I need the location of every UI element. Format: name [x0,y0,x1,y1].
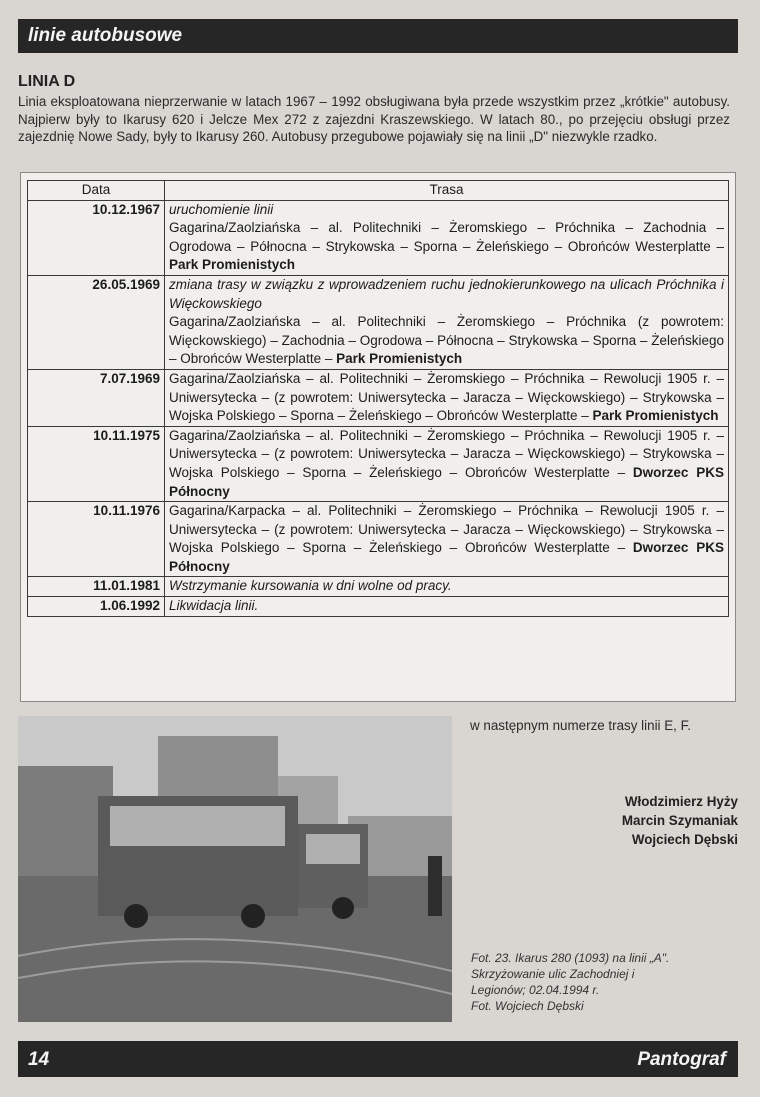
table-row [28,369,729,426]
row-route-text: Gagarina/Karpacka – al. Politechniki – Żeromskiego – Próchnika – Rewolucji 1905 r. – Uniwersytecka – (z powrotem: Uniwersytecka – Jaracza – Więckowskiego) – Strykowska – Wojska Polskiego – Sporna – Żeleńskiego – Obrońców Westerplatte – [169,503,724,556]
row-route-text: Gagarina/Zaolziańska – al. Politechniki – Żeromskiego – Próchnika – Rewolucji 1905 r. – Uniwersytecka – (z powrotem: Uniwersytecka – Jaracza – Więckowskiego) – Strykowska – Wojska Polskiego – Sporna – Żeleńskiego – Obrońców Westerplatte – [169,427,724,480]
author-name: Wojciech Dębski [631,832,738,847]
author-name: Włodzimierz Hyży [624,794,738,809]
footer-bar [18,1041,738,1077]
caption-line: Legionów; 02.04.1994 r. [471,983,600,997]
table-row [28,577,729,597]
row-note: Wstrzymanie kursowania w dni wolne od pracy. [169,578,452,594]
row-note: uruchomienie linii [169,201,274,217]
section-title-label: linie autobusowe [28,25,183,46]
row-route-cell [165,200,729,275]
article-intro: Linia eksploatowana nieprzerwanie w latach 1967 – 1992 obsługiwana była przede wszystkim przez „krótkie" autobusy. Najpierw były to Ikarusy 620 i Jelcze Mex 272 z zajezdni Kraszewskiego. W latach 80., po przejęciu obsługi przez zajezdnię Nowe Sady, były to Ikarusy 260. Autobusy przegubowe pojawiały się na linii „D" niezwykle rzadko. [18,94,730,144]
row-terminus: Dworzec PKS Północny [169,464,724,499]
route-column-header: Trasa [165,181,729,201]
row-route-text: Gagarina/Zaolziańska – al. Politechniki – Żeromskiego – Próchnika – Rewolucji 1905 r. – Uniwersytecka – (z powrotem: Uniwersytecka – Jaracza – Więckowskiego) – Strykowska – Wojska Polskiego – Sporna – Żeleńskiego – Obrońców Westerplatte – [169,370,724,424]
caption-line: Skrzyżowanie ulic Zachodniej i [471,967,635,981]
row-route [169,370,724,426]
photo-caption [471,950,736,1014]
row-date: 7.07.1969 [28,369,165,426]
row-terminus: Park Promienistych [169,257,296,273]
bus-photo-illustration [18,716,452,1022]
row-route-text: Gagarina/Zaolziańska – al. Politechniki – Żeromskiego – Próchnika (z powrotem: Więckowskiego) – Zachodnia – Ogrodowa – Północna – Strykowska – Sporna – Żeleńskiego – Obrońców Westerplatte – [169,314,724,367]
row-date: 10.11.1976 [28,502,165,577]
row-route-cell [165,597,729,617]
bus-wheel [124,904,148,928]
row-date: 11.01.1981 [28,577,165,597]
table-row [28,502,729,577]
table-row [28,275,729,369]
pedestrian [428,856,442,916]
row-date: 26.05.1969 [28,275,165,369]
authors-block [622,792,738,849]
bus-wheel [332,897,354,919]
row-terminus: Park Promienistych [592,408,719,424]
next-issue-note: w następnym numerze trasy linii E, F. [470,718,692,733]
row-date: 10.11.1975 [28,426,165,501]
author-name: Marcin Szymaniak [621,813,738,828]
row-terminus: Dworzec PKS Północny [169,540,724,574]
row-route [169,502,724,576]
row-route-cell [165,275,729,369]
row-route-cell [165,426,729,501]
section-header-bar [18,19,738,53]
table-row [28,426,729,501]
page-number: 14 [28,1049,50,1070]
row-note: Likwidacja linii. [169,598,259,614]
date-column-header: Data [28,181,165,201]
article-title: LINIA D [18,73,76,90]
magazine-name: Pantograf [637,1049,726,1070]
row-route [169,427,724,501]
bus-photo [18,716,452,1022]
caption-line: Fot. Wojciech Dębski [471,999,584,1013]
row-date: 1.06.1992 [28,597,165,617]
bus-wheel [241,904,265,928]
row-date: 10.12.1967 [28,200,165,275]
bus-rear-windows [306,834,360,864]
route-history-table [27,180,729,617]
row-terminus: Park Promienistych [336,351,463,367]
row-route-cell [165,502,729,577]
row-route-cell [165,577,729,597]
table-row [28,597,729,617]
bus-windows [110,806,285,846]
row-route-cell [165,369,729,426]
route-history-frame [20,172,736,702]
table-header-row [28,181,729,201]
row-route [169,219,724,275]
row-route [169,313,724,369]
caption-line: Fot. 23. Ikarus 280 (1093) na linii „A". [471,951,670,965]
row-route-text: Gagarina/Zaolziańska – al. Politechniki – Żeromskiego – Próchnika – Zachodnia – Ogrodowa – Północna – Strykowska – Sporna – Żeleńskiego – Obrońców Westerplatte – [169,220,724,254]
table-row [28,200,729,275]
row-note: zmiana trasy w związku z wprowadzeniem ruchu jednokierunkowego na ulicach Próchnika i Więckowskiego [169,276,724,311]
